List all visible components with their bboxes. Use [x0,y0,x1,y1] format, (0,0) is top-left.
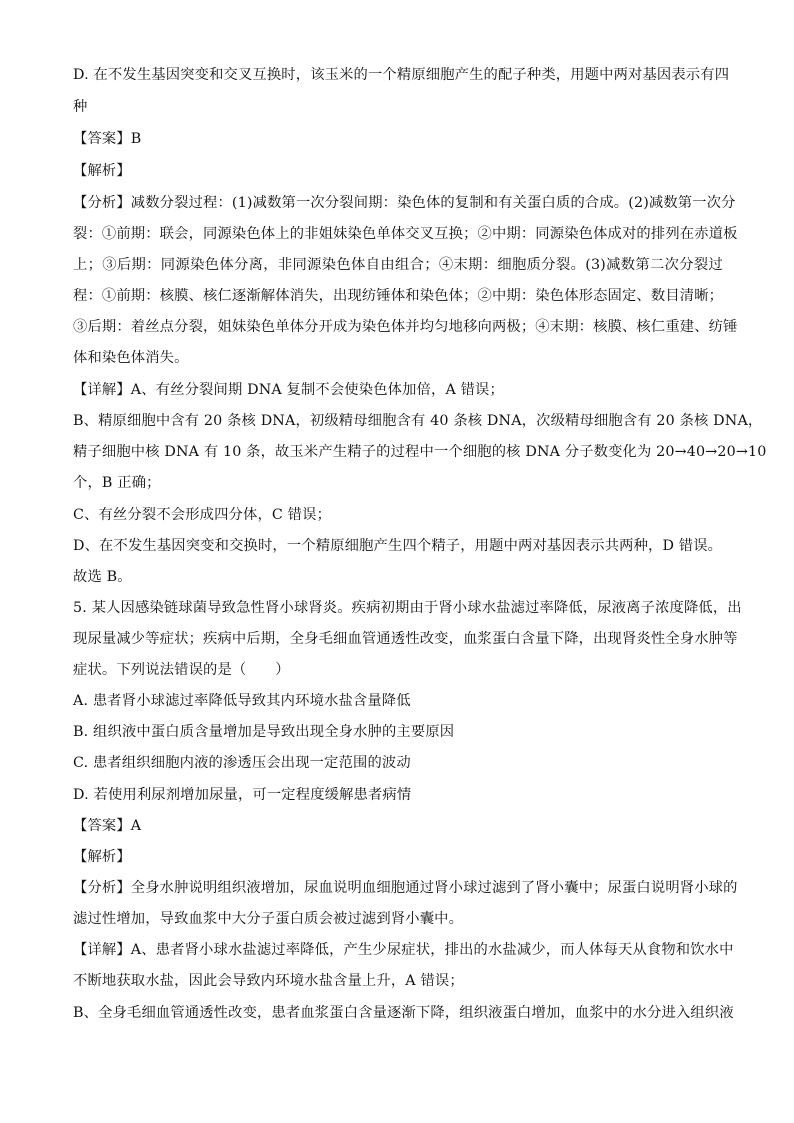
question-5-line: 现尿量减少等症状；疾病中后期，全身毛细血管通透性改变，血浆蛋白含量下降，出现肾炎性全身水肿等 [73,631,738,647]
option-d-line-cont: 种 [73,99,88,115]
detail-line: 不断地获取水盐，因此会导致内环境水盐含量上升，A 错误； [73,973,464,989]
detail-line: B、精原细胞中含有 20 条核 DNA，初级精母细胞含有 40 条核 DNA，次级精母细胞含有 20 条核 DNA， [73,413,763,429]
detail-line: D、在不发生基因突变和交换时，一个精原细胞产生四个精子，用题中两对基因表示共两种，D 错误。 [73,538,723,554]
analysis-paragraph-line: 滤过性增加，导致血浆中大分子蛋白质会被过滤到肾小囊中。 [73,911,464,927]
answer-line: 【答案】B [73,131,142,147]
analysis-paragraph-line: 体和染色体消失。 [73,350,189,366]
analysis-paragraph-line: 裂：①前期：联会，同源染色体上的非姐妹染色单体交叉互换；②中期：同源染色体成对的排列在赤道板 [73,226,738,242]
detail-line: 【详解】A、有丝分裂间期 DNA 复制不会使染色体加倍，A 错误； [73,382,504,398]
question-5-line: 5. 某人因感染链球菌导致急性肾小球肾炎。疾病初期由于肾小球水盐滤过率降低，尿液离子浓度降低，出 [73,600,742,616]
analysis-paragraph-line: 【分析】全身水肿说明组织液增加，尿血说明血细胞通过肾小球过滤到了肾小囊中；尿蛋白说明肾小球的 [73,880,738,896]
option-d-line: D. 在不发生基因突变和交叉互换时，该玉米的一个精原细胞产生的配子种类，用题中两对基因表示有四 [73,67,730,83]
detail-line: 精子细胞中核 DNA 有 10 条，故玉米产生精子的过程中一个细胞的核 DNA 分子数变化为 20→40→20→10 [73,444,767,460]
option-b: B. 组织液中蛋白质含量增加是导致出现全身水肿的主要原因 [73,724,455,740]
detail-line: 个，B 正确； [73,475,161,491]
option-a: A. 患者肾小球滤过率降低导致其内环境水盐含量降低 [73,693,411,709]
detail-line: C、有丝分裂不会形成四分体，C 错误； [73,507,332,523]
analysis-paragraph-line: 程：①前期：核膜、核仁逐渐解体消失，出现纺锤体和染色体；②中期：染色体形态固定、数目清晰； [73,288,724,304]
option-c: C. 患者组织细胞内液的渗透压会出现一定范围的波动 [73,755,411,771]
conclusion-line: 故选 B。 [73,569,132,585]
detail-line: B、全身毛细血管通透性改变，患者血浆蛋白含量逐渐下降，组织液蛋白增加，血浆中的水分进入组织液 [73,1005,734,1021]
answer-line: 【答案】A [73,818,142,834]
question-5-line: 症状。下列说法错误的是（ ） [73,662,290,678]
analysis-paragraph-line: 【分析】减数分裂过程：(1)减数第一次分裂间期：染色体的复制和有关蛋白质的合成。(2)减数第一次分 [73,195,736,211]
analysis-heading: 【解析】 [73,849,131,865]
detail-line: 【详解】A、患者肾小球水盐滤过率降低，产生少尿症状，排出的水盐减少，而人体每天从食物和饮水中 [73,942,734,958]
analysis-paragraph-line: 上；③后期：同源染色体分离，非同源染色体自由组合；④末期：细胞质分裂。(3)减数第二次分裂过 [73,257,723,273]
analysis-paragraph-line: ③后期：着丝点分裂，姐妹染色单体分开成为染色体并均匀地移向两极；④末期：核膜、核仁重建、纺锤 [73,319,738,335]
analysis-heading: 【解析】 [73,163,131,179]
option-d: D. 若使用利尿剂增加尿量，可一定程度缓解患者病情 [73,787,412,803]
